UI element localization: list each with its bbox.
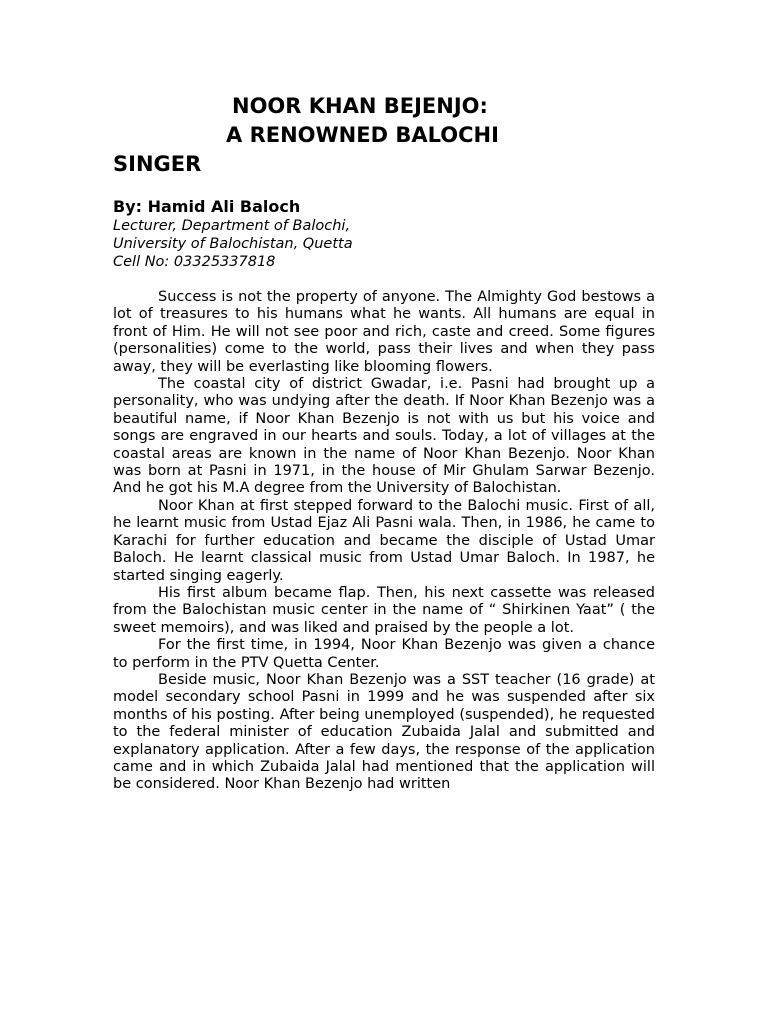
paragraph-6: Beside music, Noor Khan Bezenjo was a SST teacher (16 grade) at model secondary school Pasni in 1999 and he was suspended after six months of his posting. After being unemployed (suspended), he requested to the federal minister of education Zubaida Jalal and submitted and explanatory application. After a few days, the response of the application came and in which Zubaida Jalal had mentioned that the application will be considered. Noor Khan Bezenjo had written [113,671,655,793]
article-title [113,92,655,179]
author-phone: Cell No: 03325337818 [113,254,276,270]
author-affiliation-department: Lecturer, Department of Balochi, [113,218,351,234]
title-line-3: SINGER [113,152,202,176]
article-body [113,289,655,794]
author-affiliation-university: University of Balochistan, Quetta [113,236,353,252]
paragraph-1: Success is not the property of anyone. The Almighty God bestows a lot of treasures to his humans what he wants. All humans are equal in front of Him. He will not see poor and rich, caste and creed. Some figures (personalities) come to the world, pass their lives and when they pass away, they will be everlasting like blooming flowers. [113,289,655,375]
paragraph-4: His first album became flap. Then, his next cassette was released from the Balochistan music center in the name of “ Shirkinen Yaat” ( the sweet memoirs), and was liked and praised by the people a lot. [113,584,655,636]
title-line-1: NOOR KHAN BEJENJO: [232,94,488,118]
paragraph-2: The coastal city of district Gwadar, i.e. Pasni had brought up a personality, who was undying after the death. If Noor Khan Bezenjo was a beautiful name, if Noor Khan Bezenjo is not with us but his voice and songs are engraved in our hearts and souls. Today, a lot of villages at the coastal areas are known in the name of Noor Khan Bezenjo. Noor Khan was born at Pasni in 1971, in the house of Mir Ghulam Sarwar Bezenjo. And he got his M.A degree from the University of Balochistan. [113,376,655,497]
paragraph-5: For the first time, in 1994, Noor Khan Bezenjo was given a chance to perform in the PTV Quetta Center. [113,637,655,671]
title-line-2: A RENOWNED BALOCHI [226,123,499,147]
document-page [113,92,655,794]
author-byline: By: Hamid Ali Baloch [113,197,301,216]
paragraph-3: Noor Khan at first stepped forward to the Balochi music. First of all, he learnt music from Ustad Ejaz Ali Pasni wala. Then, in 1986, he came to Karachi for further education and became the disciple of Ustad Umar Baloch. He learnt classical music from Ustad Umar Baloch. In 1987, he started singing eagerly. [113,497,655,584]
